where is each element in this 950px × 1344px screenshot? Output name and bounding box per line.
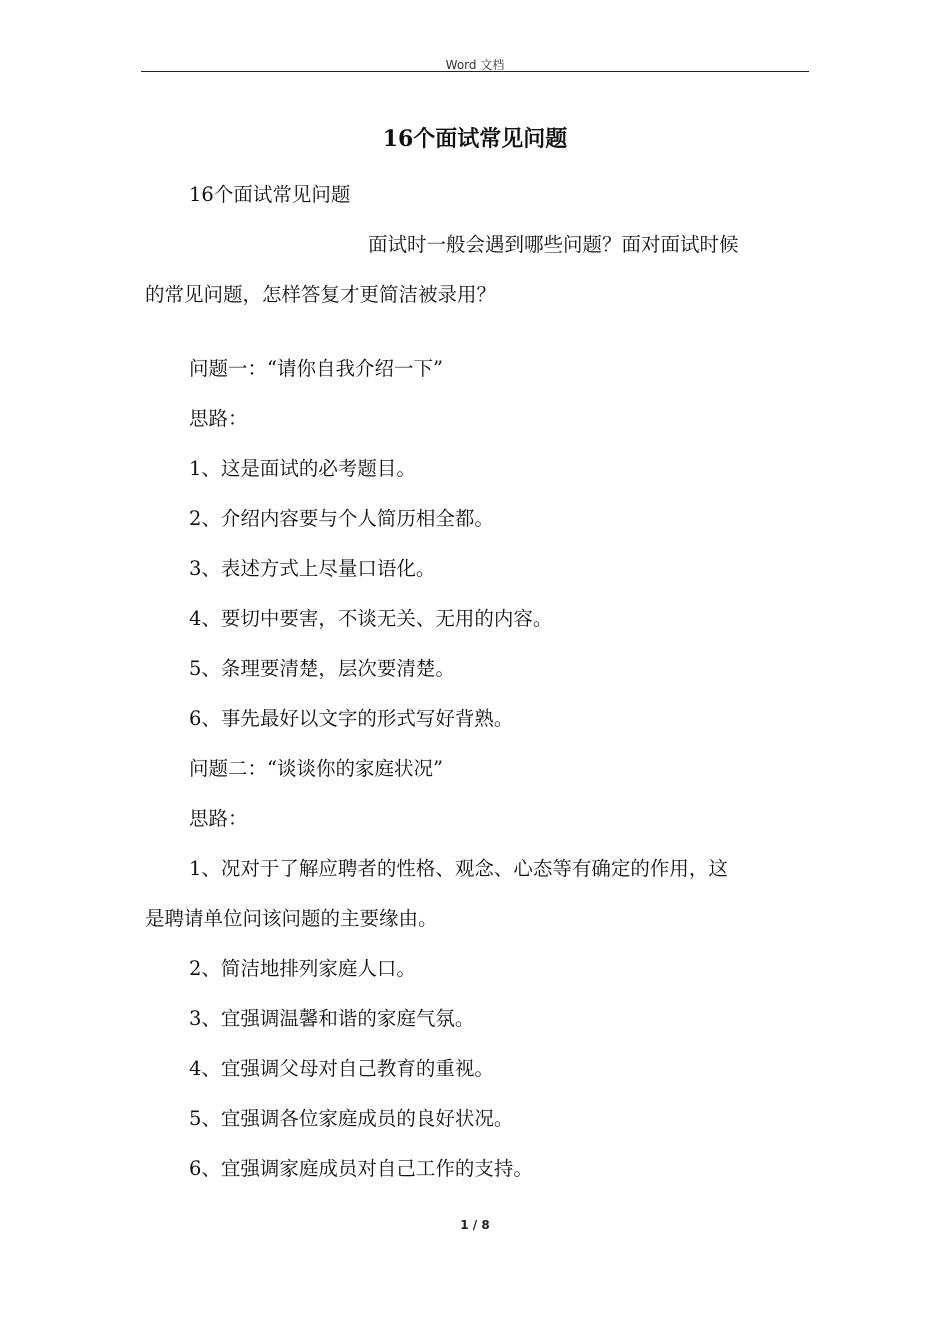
question-2-point-1-line-1: 1、况对于了解应聘者的性格、观念、心态等有确定的作用，这 bbox=[189, 857, 728, 880]
question-2-title: 问题二：“谈谈你的家庭状况” bbox=[189, 757, 443, 780]
question-2-point: 4、宜强调父母对自己教育的重视。 bbox=[189, 1057, 494, 1080]
question-1-title: 问题一：“请你自我介绍一下” bbox=[189, 357, 443, 380]
document-subtitle: 16个面试常见问题 bbox=[189, 183, 351, 206]
question-1-point: 2、介绍内容要与个人简历相全都。 bbox=[189, 507, 494, 530]
question-1-point: 3、表述方式上尽量口语化。 bbox=[189, 557, 436, 580]
header-divider bbox=[141, 71, 809, 72]
document-title: 16个面试常见问题 bbox=[382, 126, 568, 152]
question-1-point: 1、这是面试的必考题目。 bbox=[189, 457, 416, 480]
header-label: Word 文档 bbox=[445, 58, 505, 72]
question-1-point: 6、事先最好以文字的形式写好背熟。 bbox=[189, 707, 514, 730]
intro-paragraph-line-1: 面试时一般会遇到哪些问题？面对面试时候 bbox=[368, 233, 739, 256]
question-2-point: 6、宜强调家庭成员对自己工作的支持。 bbox=[189, 1157, 533, 1180]
question-1-point: 5、条理要清楚，层次要清楚。 bbox=[189, 657, 455, 680]
page-number: 1 / 8 bbox=[460, 1218, 490, 1232]
intro-paragraph-line-2: 的常见问题，怎样答复才更简洁被录用？ bbox=[145, 283, 497, 306]
question-2-point: 2、简洁地排列家庭人口。 bbox=[189, 957, 416, 980]
question-2-point-1-line-2: 是聘请单位问该问题的主要缘由。 bbox=[145, 907, 438, 930]
question-1-thinking-label: 思路： bbox=[189, 407, 248, 430]
question-2-point: 5、宜强调各位家庭成员的良好状况。 bbox=[189, 1107, 514, 1130]
question-2-thinking-label: 思路： bbox=[189, 807, 248, 830]
question-2-point: 3、宜强调温馨和谐的家庭气氛。 bbox=[189, 1007, 475, 1030]
question-1-point: 4、要切中要害，不谈无关、无用的内容。 bbox=[189, 607, 553, 630]
